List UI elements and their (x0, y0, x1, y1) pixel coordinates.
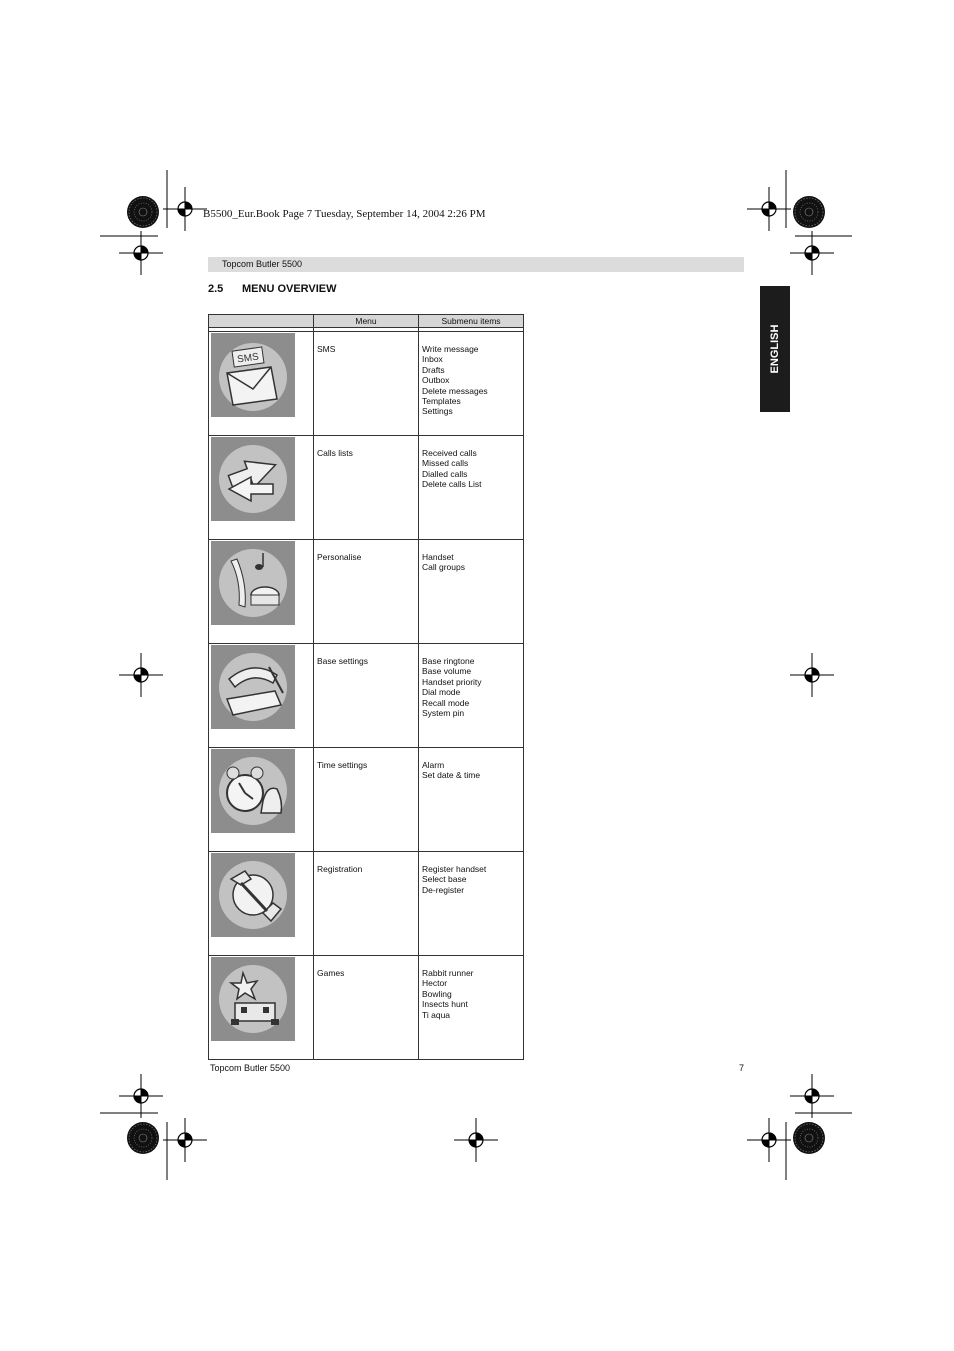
submenu-item: Write message (422, 344, 479, 354)
submenu-item: Recall mode (422, 697, 470, 708)
submenu-item: Alarm (422, 760, 445, 770)
icon-cell (209, 748, 314, 852)
header-menu: Menu (314, 315, 419, 328)
submenu-item: Register handset (422, 864, 487, 874)
game-invader-icon (211, 957, 295, 1041)
submenu-list (419, 852, 524, 956)
table-row (209, 852, 524, 956)
submenu-item: Settings (422, 406, 453, 417)
submenu-item: Delete messages (422, 385, 488, 396)
submenu-list (419, 436, 524, 540)
submenu-item: Ti aqua (422, 1009, 451, 1020)
page-number: 7 (739, 1063, 745, 1073)
svg-text:SMS: SMS (236, 351, 260, 366)
language-tab (760, 286, 790, 412)
submenu-list (419, 956, 524, 1060)
submenu-list (419, 748, 524, 852)
submenu-item: Dialled calls (422, 468, 468, 479)
submenu-item: Hector (422, 978, 448, 989)
section-title: MENU OVERVIEW (242, 283, 337, 295)
submenu-item: Call groups (422, 562, 465, 573)
music-instruments-icon (211, 541, 295, 625)
footer-product: Topcom Butler 5500 (210, 1063, 291, 1073)
table-header-row (209, 315, 524, 328)
table-row (209, 956, 524, 1060)
submenu-item: Insects hunt (422, 999, 468, 1010)
submenu-item: Rabbit runner (422, 968, 474, 978)
registration-handset-icon (211, 853, 295, 937)
icon-cell (209, 852, 314, 956)
page-header (208, 257, 744, 272)
menu-name: Time settings (314, 748, 419, 852)
sms-envelope-icon (211, 333, 295, 417)
menu-name: Base settings (314, 644, 419, 748)
section-number: 2.5 (208, 283, 224, 295)
header-product: Topcom Butler 5500 (222, 259, 303, 269)
submenu-item: Received calls (422, 448, 477, 458)
menu-name: SMS (314, 332, 419, 436)
header-icon-cell (209, 315, 314, 328)
icon-cell (209, 540, 314, 644)
menu-name: Calls lists (314, 436, 419, 540)
menu-name: Games (314, 956, 419, 1060)
submenu-item: Handset (422, 552, 454, 562)
submenu-list (419, 540, 524, 644)
table-row (209, 748, 524, 852)
menu-name: Personalise (314, 540, 419, 644)
language-label: ENGLISH (769, 324, 781, 374)
submenu-item: Base volume (422, 666, 472, 677)
submenu-list (419, 644, 524, 748)
menu-overview-table (208, 314, 524, 1060)
submenu-item: Delete calls List (422, 479, 482, 490)
print-info: B5500_Eur.Book Page 7 Tuesday, September 14, 2004 2:26 PM (203, 208, 486, 220)
submenu-item: De-register (422, 884, 465, 895)
submenu-item: Set date & time (422, 770, 481, 781)
icon-cell (209, 956, 314, 1060)
submenu-item: Handset priority (422, 676, 482, 687)
submenu-item: Dial mode (422, 687, 461, 698)
header-submenu: Submenu items (419, 315, 524, 328)
submenu-item: System pin (422, 708, 465, 719)
section-heading (208, 283, 337, 295)
alarm-clock-icon (211, 749, 295, 833)
table-row (209, 644, 524, 748)
icon-cell (209, 436, 314, 540)
base-phone-icon (211, 645, 295, 729)
icon-cell (209, 332, 314, 436)
submenu-item: Templates (422, 396, 461, 407)
submenu-item: Select base (422, 874, 467, 885)
submenu-item: Outbox (422, 375, 450, 386)
submenu-item: Drafts (422, 364, 445, 375)
submenu-item: Inbox (422, 354, 443, 365)
table-row (209, 540, 524, 644)
submenu-list (419, 332, 524, 436)
submenu-item: Base ringtone (422, 656, 475, 666)
menu-name: Registration (314, 852, 419, 956)
call-arrows-icon (211, 437, 295, 521)
table-row (209, 332, 524, 436)
icon-cell (209, 644, 314, 748)
submenu-item: Bowling (422, 988, 452, 999)
table-row (209, 436, 524, 540)
submenu-item: Missed calls (422, 458, 469, 469)
